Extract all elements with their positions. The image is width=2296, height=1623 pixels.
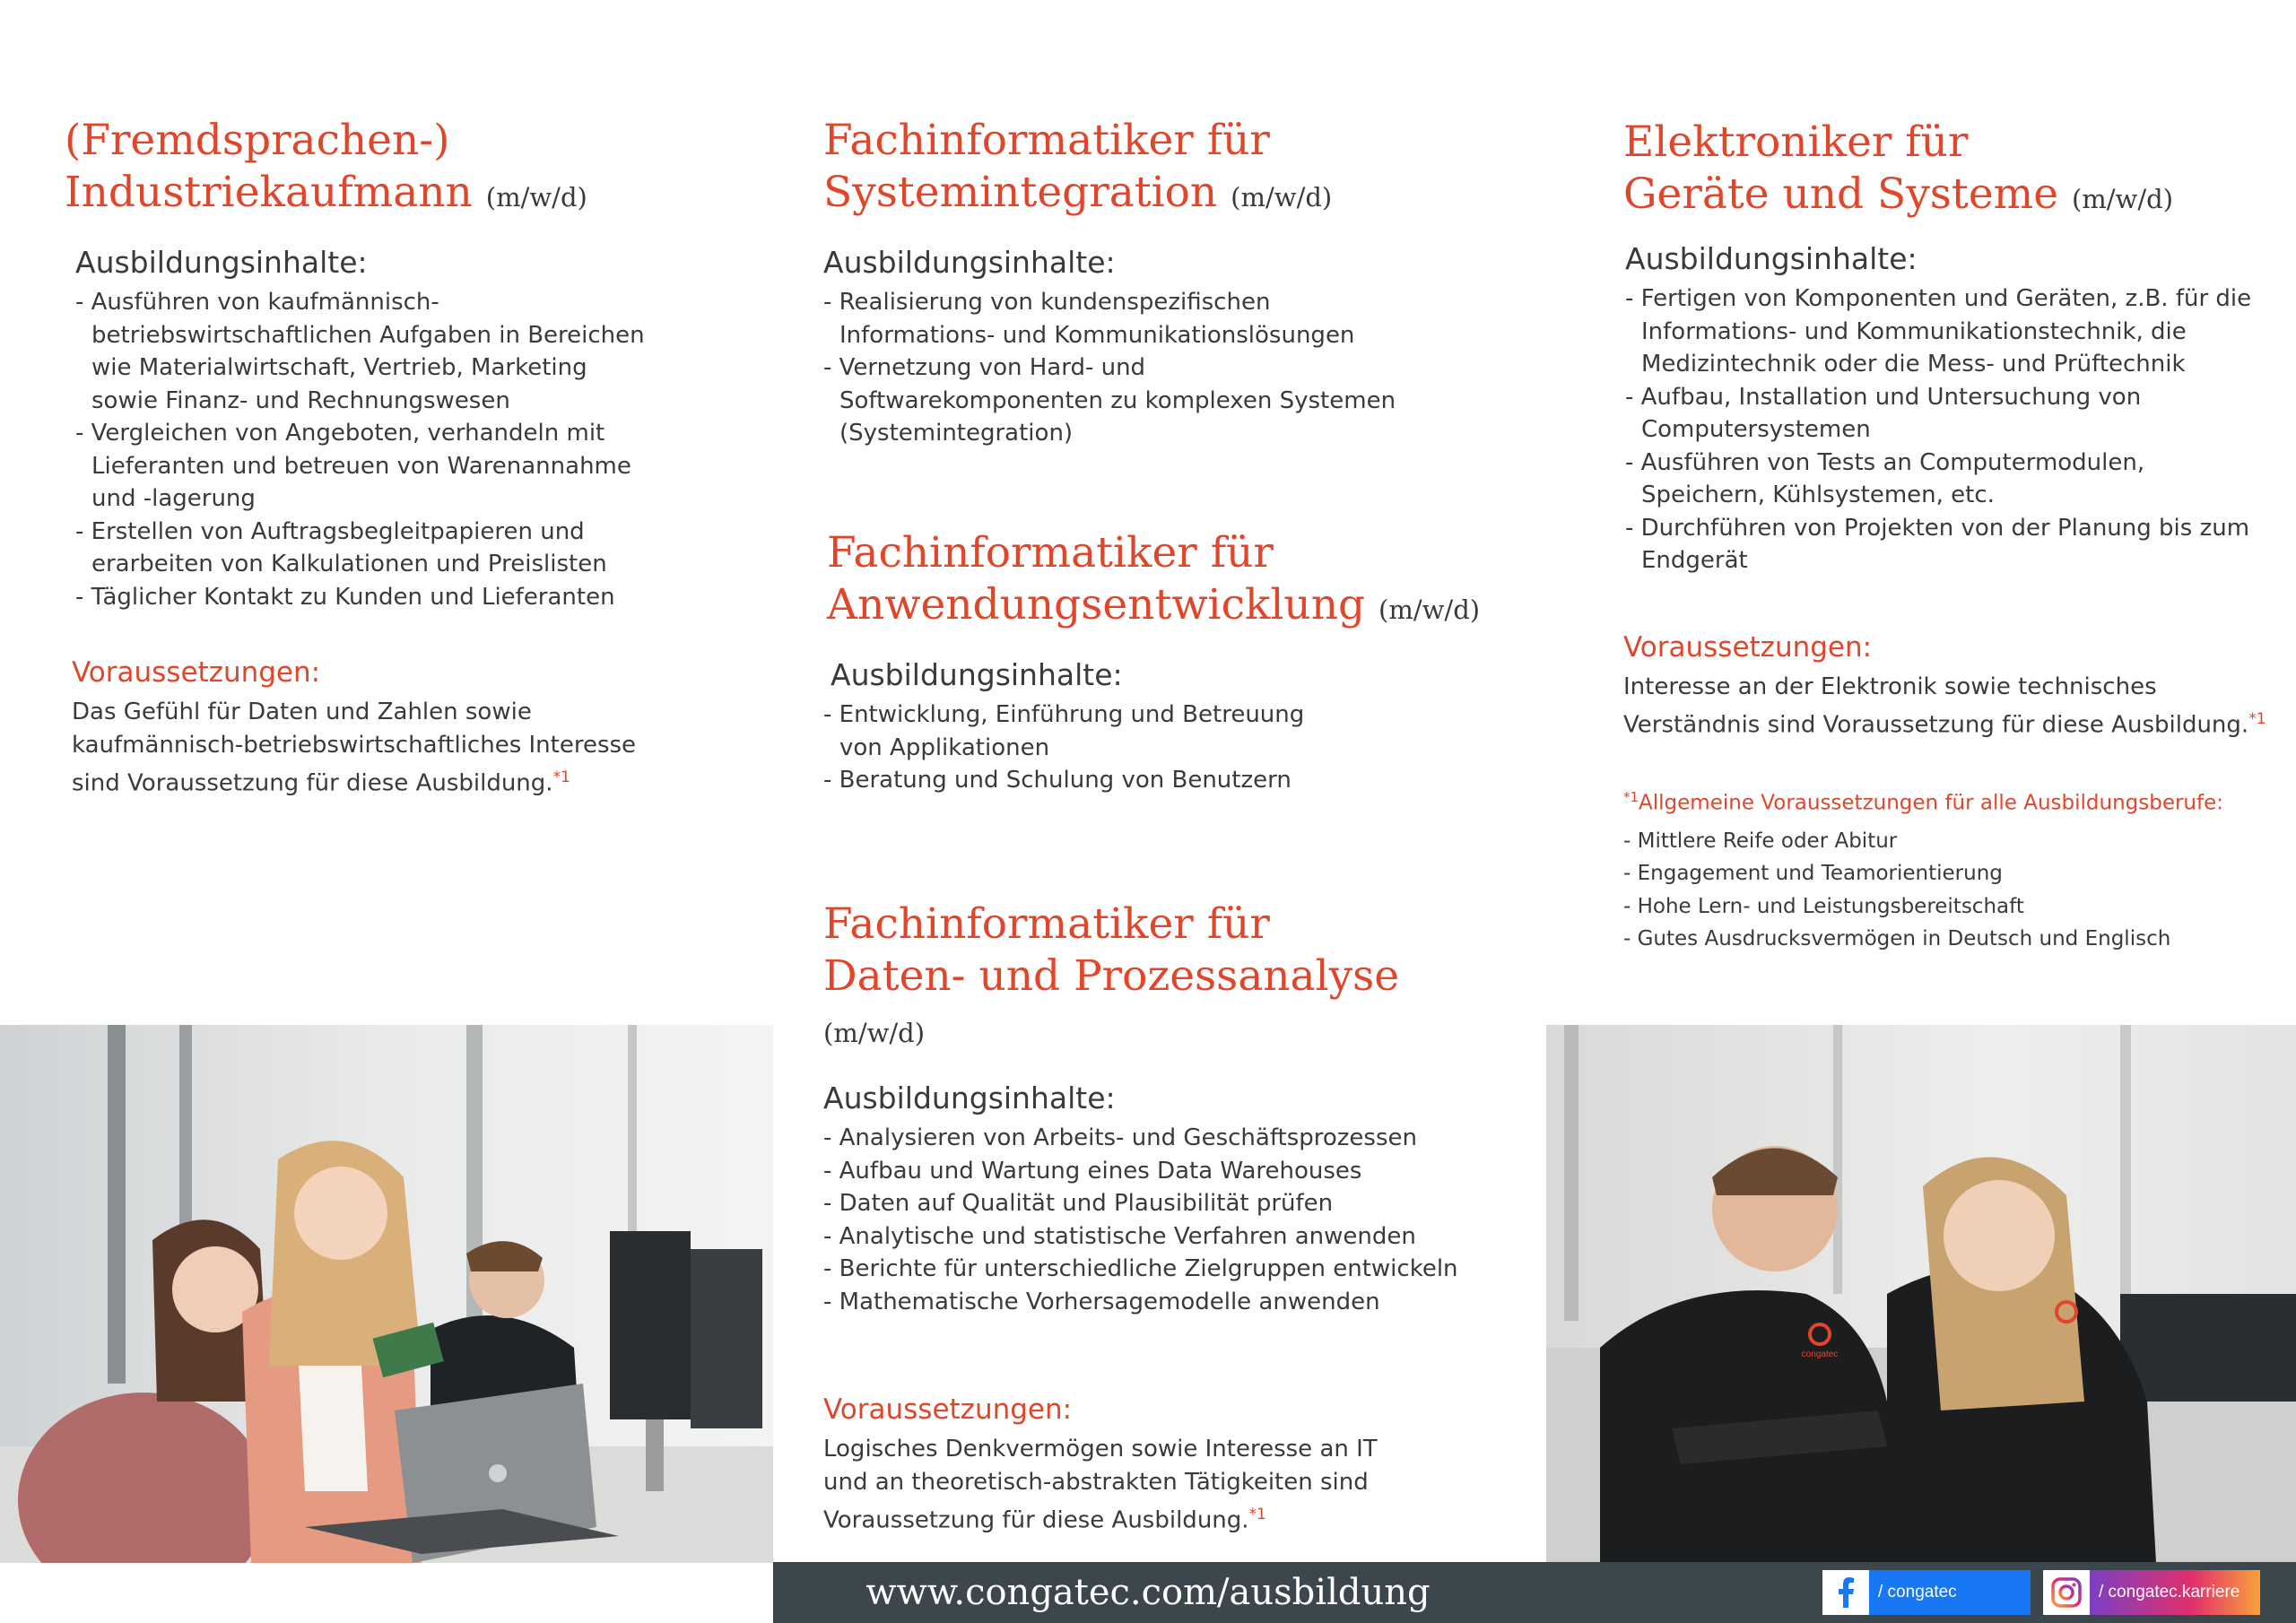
- requirements-heading: Voraussetzungen:: [1623, 630, 1873, 664]
- list-item: - Entwicklung, Einführung und Betreuung von Applikationen: [823, 701, 1305, 761]
- list-item: - Berichte für unterschiedliche Zielgruppen entwickeln: [823, 1255, 1458, 1282]
- list-item: - Daten auf Qualität und Plausibilität prüfen: [823, 1190, 1334, 1217]
- footnote-star: *1: [2248, 710, 2266, 728]
- content-list: [823, 699, 1326, 797]
- footnote-star: *1: [552, 768, 570, 786]
- gender-label: (m/w/d): [1231, 182, 1333, 213]
- content-heading: Ausbildungsinhalte:: [831, 657, 1123, 692]
- content-heading: Ausbildungsinhalte:: [823, 1081, 1116, 1115]
- requirements-text: Logisches Denkvermögen sowie Interesse an IT und an theoretisch-abstrakten Tätigkeiten sind Voraussetzung für diese Ausbildung.$^{*1}$: [823, 1436, 1378, 1534]
- facebook-link[interactable]: [1822, 1570, 2031, 1615]
- requirements-text: Interesse an der Elektronik sowie technisches Verständnis sind Voraussetzung für diese Ausbildung.$^{*1}$: [1623, 673, 2266, 739]
- list-item: - Beratung und Schulung von Benutzern: [823, 767, 1292, 794]
- list-item: - Analytische und statistische Verfahren anwenden: [823, 1222, 1416, 1250]
- content-list: [823, 286, 1415, 450]
- list-item: - Engagement und Teamorientierung: [1623, 862, 2003, 886]
- content-list: [75, 286, 649, 613]
- requirements-heading: Voraussetzungen:: [72, 656, 321, 689]
- list-item: - Ausführen von kaufmännisch-betriebswirtschaftlichen Aufgaben in Bereichen wie Materialwirtschaft, Vertrieb, Marketing sowie Finanz- und Rechnungswesen: [75, 289, 645, 414]
- job-title: Elektroniker für Geräte und Systeme (m/w/d): [1623, 117, 2174, 219]
- sweater-logo-text: congatec: [1801, 1350, 1839, 1359]
- instagram-label: / congatec.karriere: [2099, 1583, 2240, 1601]
- job-industriekaufmann: [65, 115, 692, 800]
- content-heading: Ausbildungsinhalte:: [1625, 241, 1918, 276]
- gender-label: (m/w/d): [485, 182, 587, 213]
- general-list: [1623, 825, 2269, 956]
- job-title: (Fremdsprachen-) Industriekaufmann (m/w/d): [65, 116, 587, 217]
- instagram-icon: [2043, 1570, 2090, 1615]
- list-item: - Mittlere Reife oder Abitur: [1623, 829, 1898, 853]
- content-list: [1625, 282, 2253, 577]
- facebook-label: / congatec: [1878, 1583, 1957, 1601]
- footnote-star: *1: [1248, 1506, 1266, 1523]
- footer-bar: [773, 1562, 2296, 1623]
- photo-office-trainees: [0, 1025, 773, 1563]
- job-title: Fachinformatiker für Anwendungsentwicklung (m/w/d): [827, 528, 1481, 629]
- facebook-icon: [1822, 1570, 1869, 1615]
- job-datenanalyse: [823, 898, 1505, 1537]
- job-title: Fachinformatiker für Systemintegration (m/w/d): [823, 116, 1333, 217]
- general-heading: $^{*1}$Allgemeine Voraussetzungen für alle Ausbildungsberufe:: [1623, 789, 2224, 815]
- content-heading: Ausbildungsinhalte:: [75, 245, 368, 280]
- job-systemintegration: [823, 115, 1505, 450]
- content-heading: Ausbildungsinhalte:: [823, 245, 1116, 280]
- gender-label: (m/w/d): [2071, 184, 2174, 214]
- list-item: - Vergleichen von Angeboten, verhandeln mit Lieferanten und betreuen von Warenannahme und -lagerung: [75, 420, 631, 512]
- list-item: - Hohe Lern- und Leistungsbereitschaft: [1623, 894, 2024, 918]
- general-requirements: [1623, 783, 2269, 956]
- list-item: - Analysieren von Arbeits- und Geschäftsprozessen: [823, 1124, 1417, 1151]
- list-item: - Aufbau und Wartung eines Data Warehouses: [823, 1157, 1362, 1185]
- instagram-link[interactable]: [2043, 1570, 2260, 1615]
- list-item: - Täglicher Kontakt zu Kunden und Lieferanten: [75, 583, 615, 611]
- list-item: - Erstellen von Auftragsbegleitpapieren und erarbeiten von Kalkulationen und Preislisten: [75, 517, 607, 577]
- job-title: Fachinformatiker für Daten- und Prozessanalyse (m/w/d): [823, 899, 1400, 1048]
- list-item: - Fertigen von Komponenten und Geräten, z.B. für die Informations- und Kommunikationstechnik, die Medizintechnik oder die Mess- und Prüftechnik: [1625, 285, 2252, 378]
- list-item: - Aufbau, Installation und Untersuchung von Computersystemen: [1625, 383, 2142, 443]
- list-item: - Vernetzung von Hard- und Softwarekomponenten zu komplexen Systemen (Systemintegration): [823, 354, 1396, 447]
- list-item: - Durchführen von Projekten von der Planung bis zum Endgerät: [1625, 514, 2250, 574]
- content-list: [823, 1122, 1469, 1318]
- list-item: - Gutes Ausdrucksvermögen in Deutsch und Englisch: [1623, 927, 2171, 951]
- job-anwendungsentwicklung: [823, 527, 1509, 797]
- job-elektroniker: [1623, 117, 2269, 956]
- requirements-text: Das Gefühl für Daten und Zahlen sowie kaufmännisch-betriebswirtschaftliches Interesse sind Voraussetzung für diese Ausbildung.$^{*1}$: [72, 699, 637, 797]
- list-item: - Realisierung von kundenspezifischen Informations- und Kommunikationslösungen: [823, 289, 1355, 349]
- list-item: - Ausführen von Tests an Computermodulen, Speichern, Kühlsystemen, etc.: [1625, 448, 2145, 508]
- list-item: - Mathematische Vorhersagemodelle anwenden: [823, 1288, 1380, 1315]
- requirements-heading: Voraussetzungen:: [823, 1393, 1073, 1426]
- photo-two-trainees: [1546, 1025, 2296, 1563]
- gender-label: (m/w/d): [823, 1018, 926, 1048]
- footer-url[interactable]: www.congatec.com/ausbildung: [865, 1572, 1431, 1613]
- gender-label: (m/w/d): [1378, 595, 1481, 625]
